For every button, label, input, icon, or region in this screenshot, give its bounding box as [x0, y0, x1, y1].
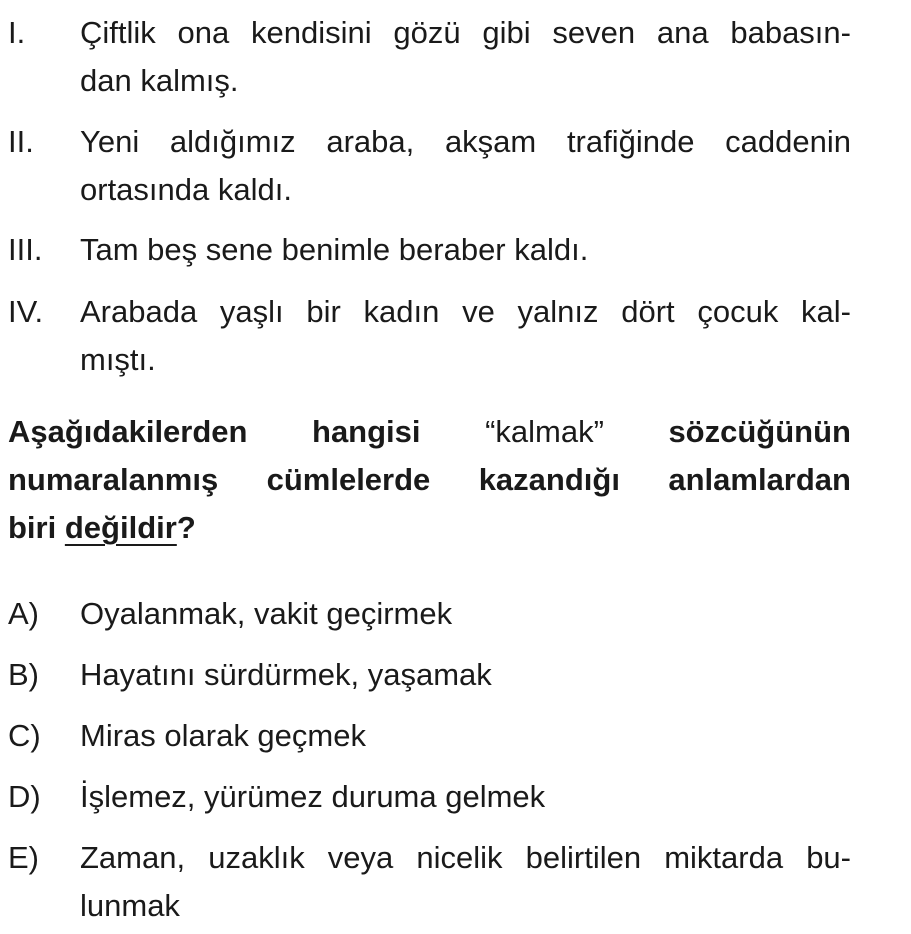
option-text [80, 773, 851, 821]
option-label: A) [8, 596, 39, 631]
question-line: numaralanmış cümlelerde kazandığı anlamlardan [8, 462, 851, 497]
option-text [80, 651, 851, 699]
option-line: lunmak [80, 888, 180, 923]
question-stem [8, 408, 851, 552]
statement-line: Arabada yaşlı bir kadın ve yalnız dört çocuk kal- [80, 294, 851, 329]
statement-line: Yeni aldığımız araba, akşam trafiğinde caddenin [80, 124, 851, 159]
statement-line: Tam beş sene benimle beraber kaldı. [80, 232, 589, 267]
option-line: Miras olarak geçmek [80, 718, 366, 753]
question-mark: ? [176, 510, 196, 545]
statement-line: ortasında kaldı. [80, 172, 292, 207]
statement-text [80, 226, 851, 274]
option-line: Zaman, uzaklık veya nicelik belirtilen miktarda bu- [80, 840, 851, 875]
statement-line: Çiftlik ona kendisini gözü gibi seven ana babasın- [80, 15, 851, 50]
statement-label: II. [8, 124, 34, 159]
option-line: Hayatını sürdürmek, yaşamak [80, 657, 492, 692]
negation-word: değildir [64, 510, 177, 545]
question-line [8, 504, 851, 552]
option-label: E) [8, 840, 39, 875]
option-text [80, 834, 851, 930]
statement-text [80, 288, 851, 384]
statement-label: IV. [8, 294, 44, 329]
option-label: B) [8, 657, 39, 692]
statement-text [80, 9, 851, 105]
question-line [8, 408, 851, 456]
question-text: sözcüğünün [668, 414, 851, 449]
quoted-word: “kalmak” [485, 414, 604, 449]
question-text: biri [8, 510, 57, 545]
question-text: Aşağıdakilerden hangisi [8, 414, 421, 449]
statement-line: mıştı. [80, 342, 156, 377]
option-text [80, 590, 851, 638]
statement-label: I. [8, 15, 26, 50]
option-text [80, 712, 851, 760]
statement-label: III. [8, 232, 43, 267]
option-line: İşlemez, yürümez duruma gelmek [80, 779, 546, 814]
option-line: Oyalanmak, vakit geçirmek [80, 596, 453, 631]
option-label: D) [8, 779, 41, 814]
option-label: C) [8, 718, 41, 753]
statement-line: dan kalmış. [80, 63, 239, 98]
statement-text [80, 118, 851, 214]
